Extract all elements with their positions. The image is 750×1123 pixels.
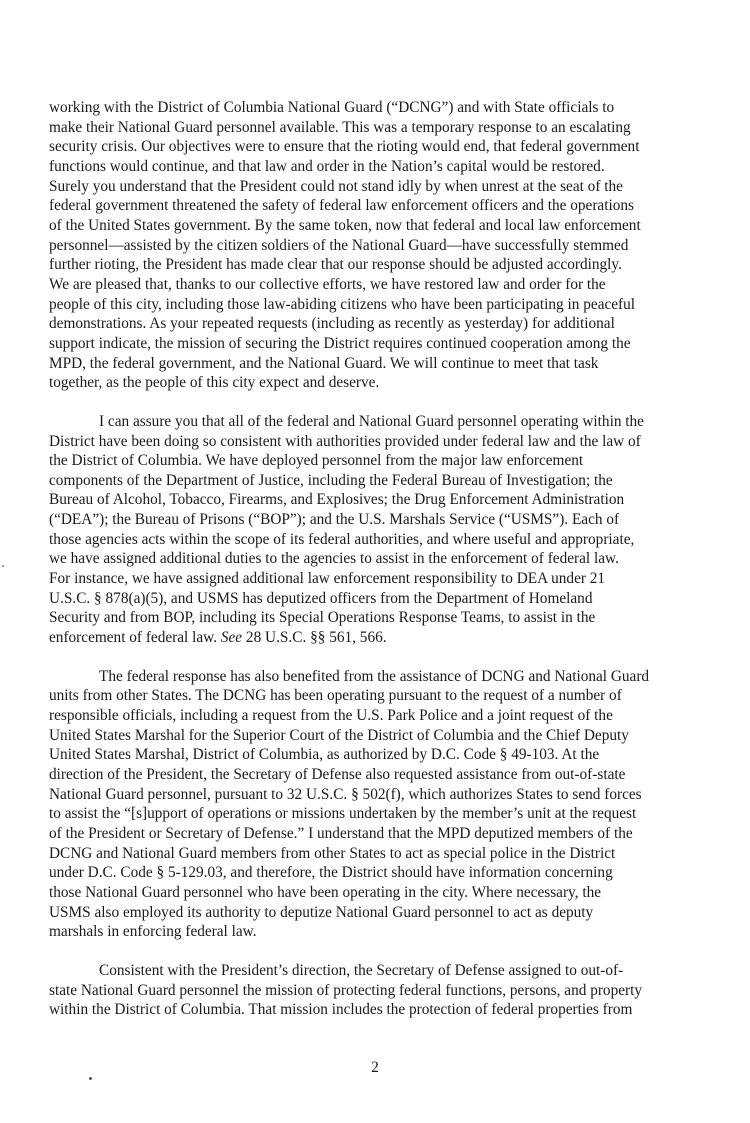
text-line: functions would continue, and that law and order in the Nation’s capital would be restored.	[49, 157, 605, 175]
text-line: U.S.C. § 878(a)(5), and USMS has deputized officers from the Department of Homeland	[49, 589, 593, 607]
text-line: For instance, we have assigned additional law enforcement responsibility to DEA under 21	[49, 570, 606, 588]
paragraph-4	[49, 961, 725, 1020]
text-line: marshals in enforcing federal law.	[49, 923, 257, 941]
text-line: USMS also employed its authority to deputize National Guard personnel to act as deputy	[49, 903, 594, 921]
citation-signal: See	[220, 629, 243, 647]
text-line: further rioting, the President has made clear that our response should be adjusted accordingly.	[49, 256, 622, 274]
text-line: units from other States. The DCNG has been operating pursuant to the request of a number of	[49, 687, 622, 705]
text-line: MPD, the federal government, and the National Guard. We will continue to meet that task	[49, 354, 599, 372]
paragraph-2	[49, 412, 725, 648]
text-line: security crisis. Our objectives were to ensure that the rioting would end, that federal government	[49, 138, 640, 156]
page-number: 2	[371, 1059, 379, 1076]
text-line: National Guard personnel, pursuant to 32 U.S.C. § 502(f), which authorizes States to send forces	[49, 785, 642, 803]
text-line: Surely you understand that the President could not stand idly by when unrest at the seat of the	[49, 177, 623, 195]
text-line: we have assigned additional duties to the agencies to assist in the enforcement of federal law.	[49, 550, 619, 568]
text-line: United States Marshal for the Superior Court of the District of Columbia and the Chief Deputy	[49, 726, 629, 744]
text-line: personnel—assisted by the citizen soldiers of the National Guard—have successfully stemmed	[49, 236, 629, 254]
text-line: under D.C. Code § 5-129.03, and therefore, the District should have information concerning	[49, 864, 613, 882]
text-line: state National Guard personnel the mission of protecting federal functions, persons, and property	[49, 981, 643, 999]
text-line: people of this city, including those law-abiding citizens who have been participating in peaceful	[49, 295, 636, 313]
text-line: to assist the “[s]upport of operations or missions undertaken by the member’s unit at the request	[49, 805, 637, 823]
text-line: together, as the people of this city expect and deserve.	[49, 374, 380, 392]
text-line: those National Guard personnel who have been operating in the city. Where necessary, the	[49, 883, 602, 901]
text-line: DCNG and National Guard members from other States to act as special police in the District	[49, 844, 616, 862]
text-line: We are pleased that, thanks to our collective efforts, we have restored law and order for the	[49, 275, 606, 293]
text-line: the District of Columbia. We have deployed personnel from the major law enforcement	[49, 452, 584, 470]
text-line: make their National Guard personnel available. This was a temporary response to an escalating	[49, 118, 631, 136]
text-line: (“DEA”); the Bureau of Prisons (“BOP”); and the U.S. Marshals Service (“USMS”). Each of	[49, 511, 620, 529]
text-line: support indicate, the mission of securing the District requires continued cooperation among the	[49, 334, 631, 352]
scan-speck	[89, 1077, 92, 1080]
text-line: of the United States government. By the same token, now that federal and local law enforcement	[49, 216, 641, 234]
text-line: direction of the President, the Secretary of Defense also requested assistance from out-of-state	[49, 766, 626, 783]
text-line: working with the District of Columbia National Guard (“DCNG”) and with State officials to	[49, 99, 615, 116]
paragraph-1	[49, 98, 725, 393]
document-page	[49, 98, 725, 1039]
text-line: within the District of Columbia. That mission includes the protection of federal properties from	[49, 1001, 633, 1019]
text-fragment: 28 U.S.C. §§ 561, 566.	[242, 629, 387, 647]
text-line: United States Marshal, District of Columbia, as authorized by D.C. Code § 49-103. At the	[49, 746, 600, 764]
text-line: I can assure you that all of the federal and National Guard personnel operating within the	[99, 412, 644, 430]
text-line: components of the Department of Justice, including the Federal Bureau of Investigation; the	[49, 471, 613, 489]
text-line: Security and from BOP, including its Special Operations Response Teams, to assist in the	[49, 609, 596, 627]
text-line: those agencies acts within the scope of its federal authorities, and where useful and appropriate,	[49, 530, 635, 548]
text-fragment: enforcement of federal law.	[49, 629, 221, 647]
text-line: District have been doing so consistent with authorities provided under federal law and the law of	[49, 432, 641, 450]
text-line: Consistent with the President’s direction, the Secretary of Defense assigned to out-of-	[99, 961, 624, 979]
text-line: responsible officials, including a request from the U.S. Park Police and a joint request of the	[49, 707, 613, 725]
scan-edge-mark	[2, 565, 4, 567]
text-line: of the President or Secretary of Defense.” I understand that the MPD deputized members of the	[49, 824, 633, 842]
text-line: The federal response has also benefited from the assistance of DCNG and National Guard	[99, 667, 650, 685]
text-line-with-citation	[49, 628, 725, 648]
text-line: Bureau of Alcohol, Tobacco, Firearms, and Explosives; the Drug Enforcement Administration	[49, 491, 625, 509]
text-line: federal government threatened the safety of federal law enforcement officers and the operations	[49, 197, 634, 215]
paragraph-3	[49, 667, 725, 942]
text-line: demonstrations. As your repeated requests (including as recently as yesterday) for additional	[49, 315, 615, 333]
